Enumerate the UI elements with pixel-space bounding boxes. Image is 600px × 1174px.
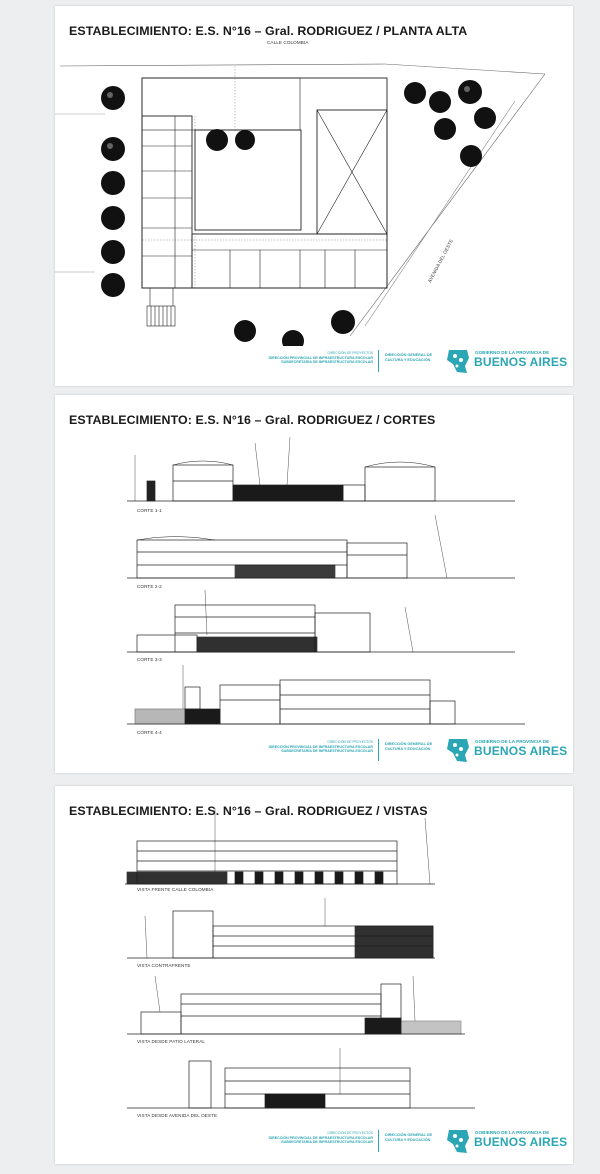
footer-cultura: DIRECCIÓN GENERAL DE CULTURA Y EDUCACIÓN [385, 1133, 433, 1142]
view-label: VISTA DESDE AVENIDA DEL OESTE [137, 1113, 218, 1118]
slide-title: ESTABLECIMIENTO: E.S. N°16 – Gral. RODRIGUEZ / CORTES [69, 413, 436, 427]
slide-planta-alta [55, 6, 573, 386]
footer-divider [378, 1130, 379, 1152]
slide-footer [55, 737, 573, 767]
footer-direccion: DIRECCIÓN DE PROYECTOS DIRECCIÓN PROVINCIAL DE INFRAESTRUCTURA ESCOLAR SUBSECRETARÍA DE INFRAESTRUCTURA ESCOLAR [268, 1131, 373, 1145]
footer-buenos-aires: BUENOS AIRES [474, 744, 568, 758]
section-label: CORTE 1-1 [137, 508, 162, 513]
sections-drawing [55, 395, 573, 735]
footer-buenos-aires: BUENOS AIRES [474, 1135, 568, 1149]
floor-plan-drawing [55, 6, 573, 346]
slide-vistas [55, 786, 573, 1164]
street-label-top: CALLE COLOMBIA [267, 40, 309, 45]
footer-gobierno: GOBIERNO DE LA PROVINCIA DE [475, 1130, 550, 1135]
tree-cluster-left [101, 86, 125, 297]
elevations-drawing [55, 786, 573, 1126]
footer-divider [378, 350, 379, 372]
slide-footer [55, 348, 573, 378]
slide-footer [55, 1128, 573, 1158]
view-label: VISTA FRENTE CALLE COLOMBIA [137, 887, 214, 892]
tree-cluster-right [206, 80, 496, 346]
footer-gobierno: GOBIERNO DE LA PROVINCIA DE [475, 739, 550, 744]
view-label: VISTA DESDE PATIO LATERAL [137, 1039, 206, 1044]
footer-gobierno: GOBIERNO DE LA PROVINCIA DE [475, 350, 550, 355]
province-map-icon [443, 1126, 473, 1156]
section-label: CORTE 4-4 [137, 730, 162, 735]
footer-direccion: DIRECCIÓN DE PROYECTOS DIRECCIÓN PROVINCIAL DE INFRAESTRUCTURA ESCOLAR SUBSECRETARÍA DE INFRAESTRUCTURA ESCOLAR [268, 740, 373, 754]
street-label-avenida: AVENIDA DEL OESTE [427, 238, 455, 284]
slide-title: ESTABLECIMIENTO: E.S. N°16 – Gral. RODRIGUEZ / PLANTA ALTA [69, 24, 468, 38]
section-label: CORTE 3-3 [137, 657, 162, 662]
footer-buenos-aires: BUENOS AIRES [474, 355, 568, 369]
view-label: VISTA CONTRAFRENTE [137, 963, 191, 968]
footer-cultura: DIRECCIÓN GENERAL DE CULTURA Y EDUCACIÓN [385, 353, 433, 362]
footer-cultura: DIRECCIÓN GENERAL DE CULTURA Y EDUCACIÓN [385, 742, 433, 751]
footer-direccion: DIRECCIÓN DE PROYECTOS DIRECCIÓN PROVINCIAL DE INFRAESTRUCTURA ESCOLAR SUBSECRETARÍA DE INFRAESTRUCTURA ESCOLAR [268, 351, 373, 365]
footer-divider [378, 739, 379, 761]
slide-title: ESTABLECIMIENTO: E.S. N°16 – Gral. RODRIGUEZ / VISTAS [69, 804, 428, 818]
slide-cortes [55, 395, 573, 773]
province-map-icon [443, 346, 473, 376]
section-label: CORTE 2-2 [137, 584, 162, 589]
province-map-icon [443, 735, 473, 765]
